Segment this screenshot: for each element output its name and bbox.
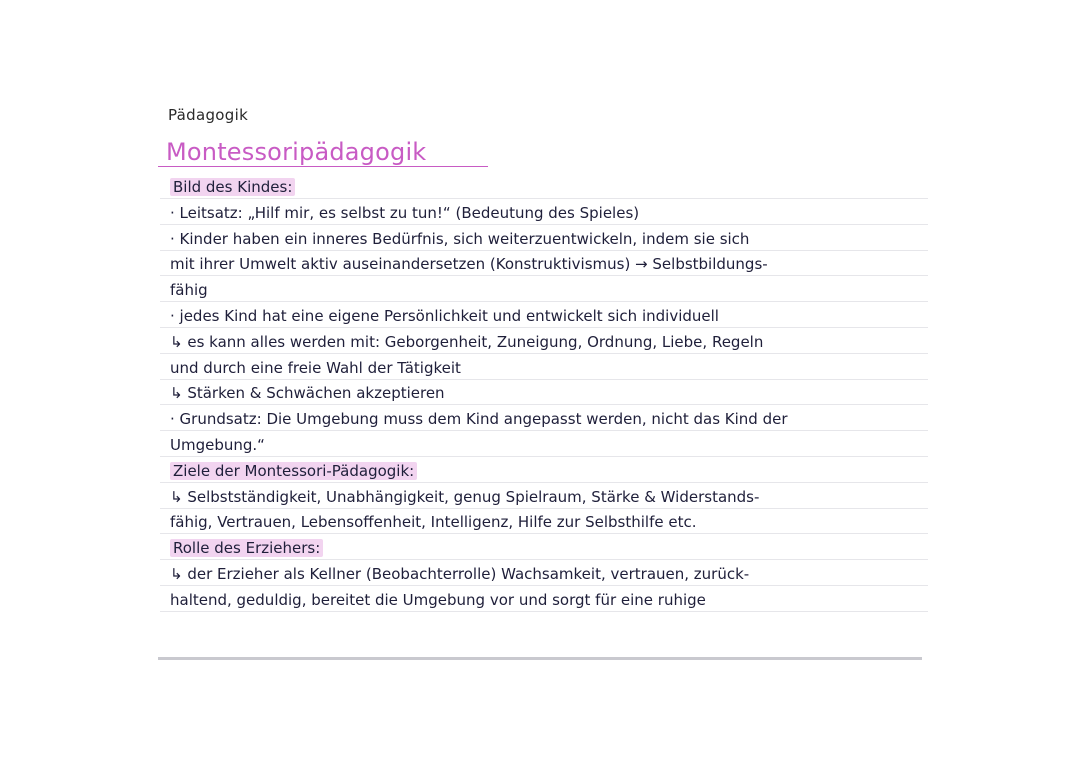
note-line (170, 436, 930, 454)
line-text: Ziele der Montessori-Pädagogik: (170, 462, 417, 480)
ruled-line (160, 559, 928, 560)
ruled-line (160, 404, 928, 405)
line-text: ↳ Selbstständigkeit, Unabhängigkeit, genug Spielraum, Stärke & Widerstands- (170, 487, 760, 506)
page-title: Montessoripädagogik (166, 138, 427, 166)
ruled-line (160, 508, 928, 509)
ruled-line (160, 533, 928, 534)
line-text: Rolle des Erziehers: (170, 539, 323, 557)
note-line (170, 410, 930, 428)
line-text: · Kinder haben ein inneres Bedürfnis, sich weiterzuentwickeln, indem sie sich (170, 229, 750, 248)
note-line (170, 384, 930, 402)
line-text: fähig, Vertrauen, Lebensoffenheit, Intelligenz, Hilfe zur Selbsthilfe etc. (170, 513, 697, 532)
bottom-divider (158, 657, 922, 660)
note-line (170, 333, 930, 351)
note-line (170, 591, 930, 609)
ruled-line (160, 250, 928, 251)
line-text: · Grundsatz: Die Umgebung muss dem Kind angepasst werden, nicht das Kind der (170, 410, 788, 429)
note-line (170, 488, 930, 506)
note-line (170, 204, 930, 222)
ruled-line (160, 301, 928, 302)
line-text: · Leitsatz: „Hilf mir, es selbst zu tun!“ (Bedeutung des Spieles) (170, 203, 640, 222)
ruled-line (160, 456, 928, 457)
ruled-line (160, 611, 928, 612)
subject-heading: Pädagogik (168, 106, 249, 124)
ruled-line (160, 585, 928, 586)
line-text: haltend, geduldig, bereitet die Umgebung vor und sorgt für eine ruhige (170, 590, 706, 609)
title-underline (158, 166, 488, 167)
section-heading (170, 462, 930, 480)
note-line (170, 307, 930, 325)
note-line (170, 255, 930, 273)
line-text: · jedes Kind hat eine eigene Persönlichkeit und entwickelt sich individuell (170, 307, 719, 325)
line-text: und durch eine freie Wahl der Tätigkeit (170, 358, 461, 377)
ruled-line (160, 327, 928, 328)
note-line (170, 281, 930, 299)
ruled-line (160, 379, 928, 380)
line-text: ↳ der Erzieher als Kellner (Beobachterrolle) Wachsamkeit, vertrauen, zurück- (170, 565, 750, 583)
note-line (170, 513, 930, 531)
line-text: fähig (170, 281, 208, 300)
ruled-line (160, 198, 928, 199)
line-text: mit ihrer Umwelt aktiv auseinandersetzen (Konstruktivismus) → Selbstbildungs- (170, 255, 768, 274)
note-line (170, 565, 930, 583)
ruled-line (160, 482, 928, 483)
ruled-line (160, 430, 928, 431)
line-text: Umgebung.“ (170, 436, 265, 454)
ruled-line (160, 224, 928, 225)
section-heading (170, 539, 930, 557)
ruled-line (160, 353, 928, 354)
ruled-line (160, 275, 928, 276)
line-text: ↳ Stärken & Schwächen akzeptieren (170, 384, 445, 403)
note-line (170, 359, 930, 377)
note-line (170, 230, 930, 248)
section-heading (170, 178, 930, 196)
line-text: Bild des Kindes: (170, 178, 295, 196)
line-text: ↳ es kann alles werden mit: Geborgenheit, Zuneigung, Ordnung, Liebe, Regeln (170, 332, 764, 351)
